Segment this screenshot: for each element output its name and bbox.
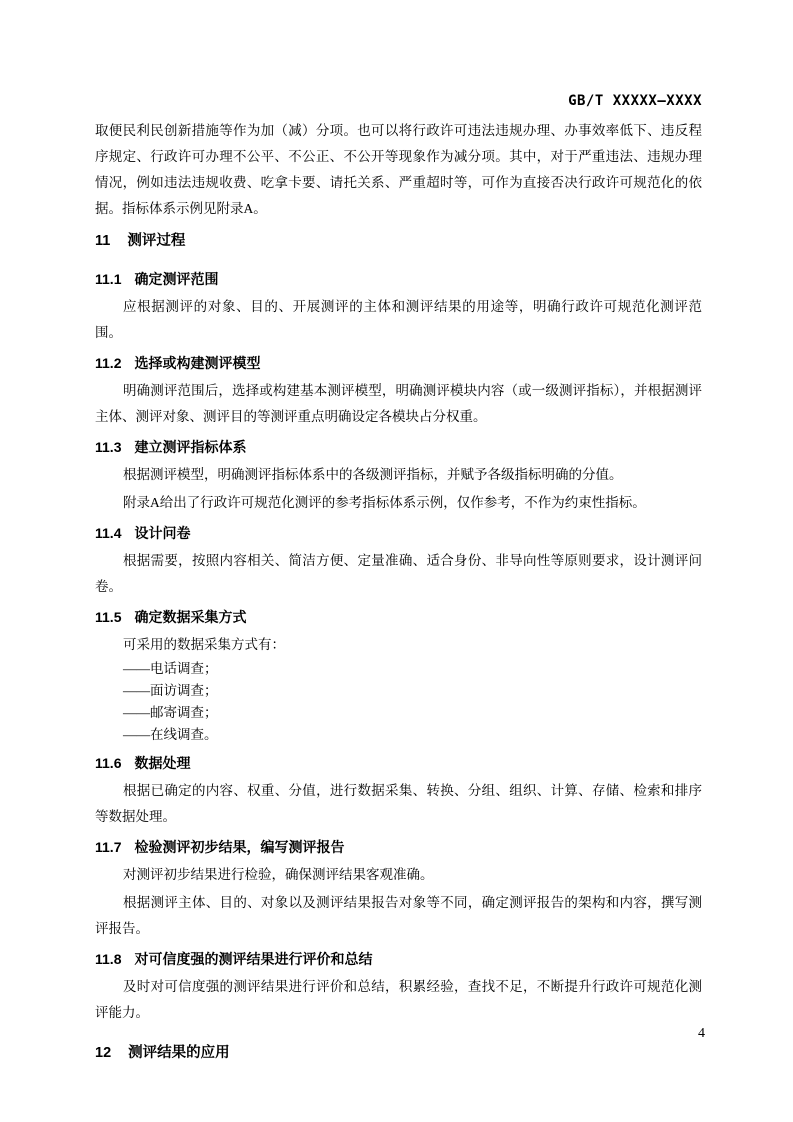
clause-12-number: 12 xyxy=(95,1045,112,1061)
clause-12-heading xyxy=(95,1040,702,1066)
dash-list-item: ——电话调查； xyxy=(123,661,218,676)
subclause-11-1-heading: 11.1 确定测评范围 xyxy=(95,271,219,287)
subclause-11-5-lead-paragraph: 可采用的数据采集方式有： xyxy=(123,637,285,652)
subclause-11-7-paragraph-1: 对测评初步结果进行检验，确保测评结果客观准确。 xyxy=(123,867,434,882)
clause-11-number: 11 xyxy=(95,233,111,249)
subclause-11-6-paragraph: 根据已确定的内容、权重、分值，进行数据采集、转换、分组、组织、计算、存储、检索和排序等数据处理。 xyxy=(95,783,702,824)
subclause-11-2-heading: 11.2 选择或构建测评模型 xyxy=(95,355,261,371)
subclause-11-8-paragraph: 及时对可信度强的测评结果进行评价和总结，积累经验，查找不足，不断提升行政许可规范化测评能力。 xyxy=(95,979,702,1020)
intro-continuation-paragraph: 取便民利民创新措施等作为加（减）分项。也可以将行政许可违法违规办理、办事效率低下、违反程序规定、行政许可办理不公平、不公正、不公开等现象作为减分项。其中，对于严重违法、违规办理情况，例如违法违规收费、吃拿卡要、请托关系、严重超时等，可作为直接否决行政许可规范化的依据。指标体系示例见附录A。 xyxy=(95,123,702,216)
data-collection-method-list xyxy=(95,658,702,746)
standard-number-header: GB/T XXXXX—XXXX xyxy=(568,93,702,109)
subclause-11-3-heading: 11.3 建立测评指标体系 xyxy=(95,439,247,455)
subclause-11-5-heading: 11.5 确定数据采集方式 xyxy=(95,609,247,625)
page-number: 4 xyxy=(698,1026,705,1041)
subclause-11-3-paragraph-2: 附录A给出了行政许可规范化测评的参考指标体系示例，仅作参考，不作为约束性指标。 xyxy=(123,495,646,510)
dash-list-item: ——邮寄调查； xyxy=(123,705,218,720)
clause-11-title: 测评过程 xyxy=(127,233,186,249)
clause-12-title: 测评结果的应用 xyxy=(128,1045,230,1061)
subclause-11-8-heading: 11.8 对可信度强的测评结果进行评价和总结 xyxy=(95,951,373,967)
subclause-11-1-paragraph: 应根据测评的对象、目的、开展测评的主体和测评结果的用途等，明确行政许可规范化测评范围。 xyxy=(95,299,702,340)
subclause-11-7-paragraph-2: 根据测评主体、目的、对象以及测评结果报告对象等不同，确定测评报告的架构和内容，撰写测评报告。 xyxy=(95,895,702,936)
dash-list-item: ——面访调查； xyxy=(123,683,218,698)
subclause-11-3-paragraph-1: 根据测评模型，明确测评指标体系中的各级测评指标，并赋予各级指标明确的分值。 xyxy=(123,467,623,482)
dash-list-item: ——在线调查。 xyxy=(123,727,218,742)
subclause-11-2-paragraph: 明确测评范围后，选择或构建基本测评模型，明确测评模块内容（或一级测评指标），并根据测评主体、测评对象、测评目的等测评重点明确设定各模块占分权重。 xyxy=(95,383,702,424)
subclause-11-7-heading: 11.7 检验测评初步结果，编写测评报告 xyxy=(95,839,345,855)
subclause-11-4-paragraph: 根据需要，按照内容相关、简洁方便、定量准确、适合身份、非导向性等原则要求，设计测评问卷。 xyxy=(95,553,702,594)
clause-11-heading xyxy=(95,228,702,254)
subclause-11-4-heading: 11.4 设计问卷 xyxy=(95,525,191,541)
subclause-11-6-heading: 11.6 数据处理 xyxy=(95,755,191,771)
